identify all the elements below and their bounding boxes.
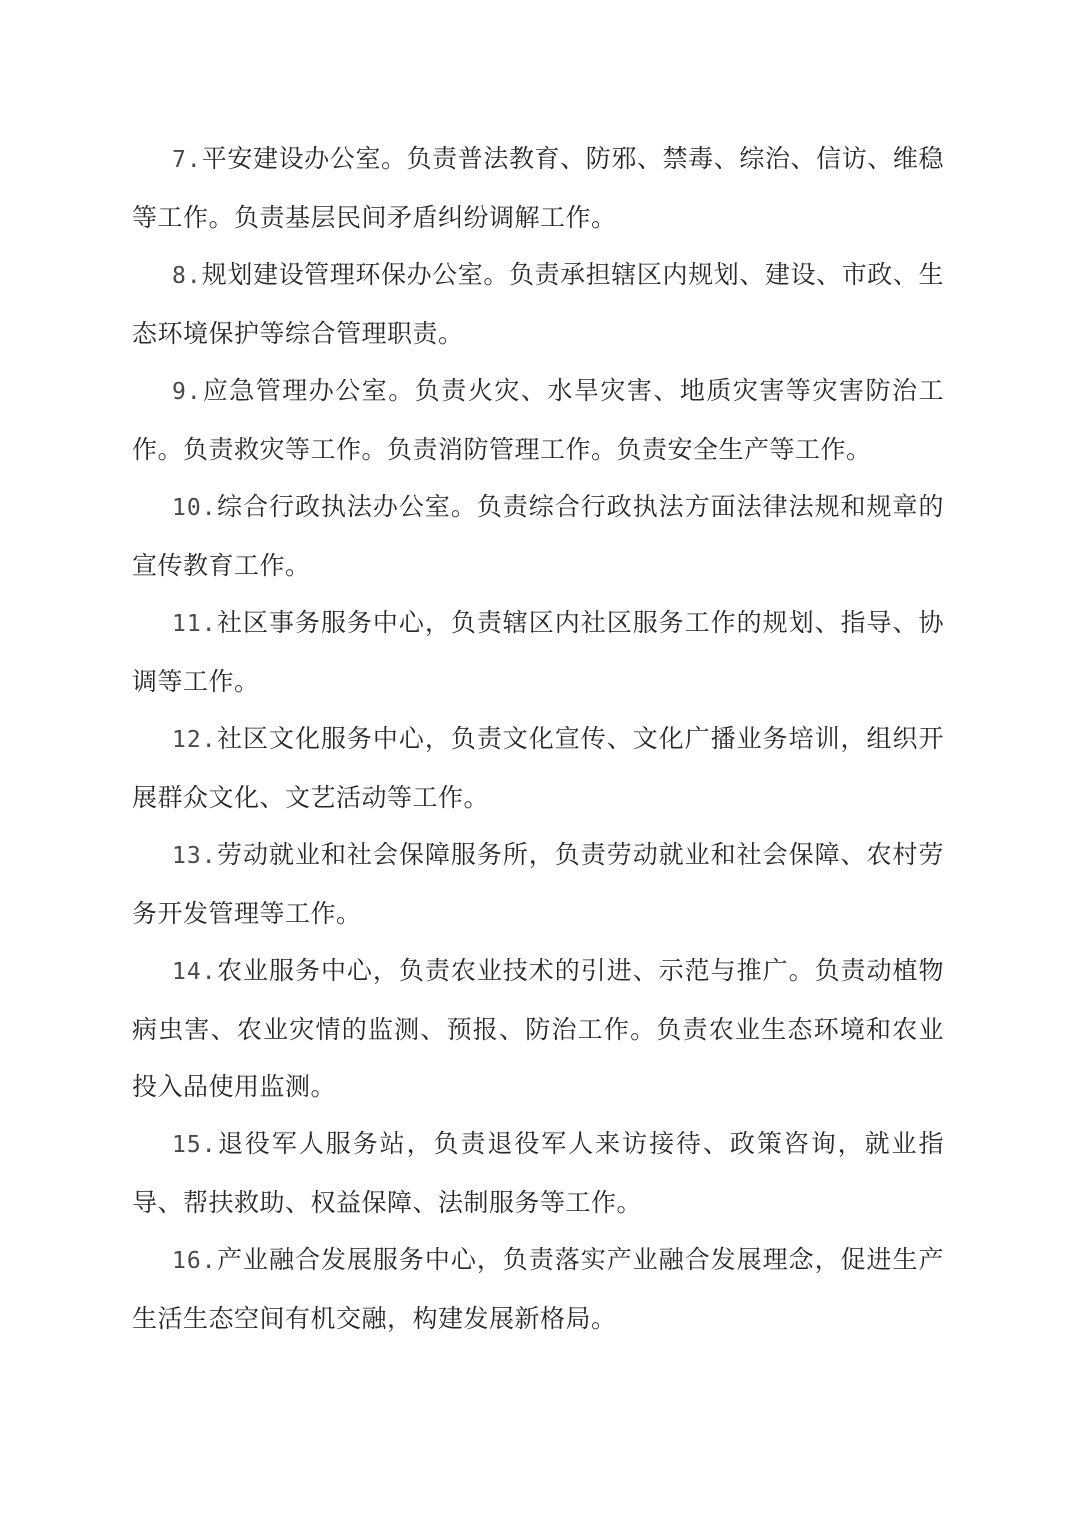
paragraph-text: 应急管理办公室。负责火灾、水旱灾害、地质灾害等灾害防治工作。负责救灾等工作。负责消防管理工作。负责安全生产等工作。 <box>132 376 944 464</box>
paragraph-7 <box>132 130 944 246</box>
item-number: 11. <box>172 611 217 637</box>
paragraph-11 <box>132 594 944 710</box>
item-number: 12. <box>172 727 217 753</box>
item-number: 7. <box>172 147 202 173</box>
item-number: 9. <box>172 379 202 405</box>
paragraph-14 <box>132 942 944 1115</box>
paragraph-13 <box>132 826 944 942</box>
paragraph-text: 社区事务服务中心，负责辖区内社区服务工作的规划、指导、协调等工作。 <box>132 608 944 696</box>
paragraph-15 <box>132 1115 944 1231</box>
paragraph-9 <box>132 362 944 478</box>
document-body <box>132 130 944 1347</box>
paragraph-10 <box>132 478 944 594</box>
paragraph-text: 平安建设办公室。负责普法教育、防邪、禁毒、综治、信访、维稳等工作。负责基层民间矛盾纠纷调解工作。 <box>132 144 944 232</box>
paragraph-8 <box>132 246 944 362</box>
paragraph-text: 劳动就业和社会保障服务所，负责劳动就业和社会保障、农村劳务开发管理等工作。 <box>132 840 944 928</box>
paragraph-text: 产业融合发展服务中心，负责落实产业融合发展理念，促进生产生活生态空间有机交融，构建发展新格局。 <box>132 1245 944 1333</box>
paragraph-text: 综合行政执法办公室。负责综合行政执法方面法律法规和规章的宣传教育工作。 <box>132 492 944 580</box>
paragraph-12 <box>132 710 944 826</box>
paragraph-text: 规划建设管理环保办公室。负责承担辖区内规划、建设、市政、生态环境保护等综合管理职责。 <box>132 260 944 348</box>
item-number: 10. <box>172 495 217 521</box>
paragraph-text: 社区文化服务中心，负责文化宣传、文化广播业务培训，组织开展群众文化、文艺活动等工作。 <box>132 724 944 812</box>
paragraph-16 <box>132 1231 944 1347</box>
paragraph-text: 退役军人服务站，负责退役军人来访接待、政策咨询，就业指导、帮扶救助、权益保障、法制服务等工作。 <box>132 1129 944 1217</box>
item-number: 16. <box>172 1248 217 1274</box>
paragraph-text: 农业服务中心，负责农业技术的引进、示范与推广。负责动植物病虫害、农业灾情的监测、预报、防治工作。负责农业生态环境和农业投入品使用监测。 <box>132 956 944 1101</box>
item-number: 15. <box>172 1132 217 1158</box>
item-number: 13. <box>172 843 217 869</box>
item-number: 14. <box>172 959 217 985</box>
item-number: 8. <box>172 263 202 289</box>
